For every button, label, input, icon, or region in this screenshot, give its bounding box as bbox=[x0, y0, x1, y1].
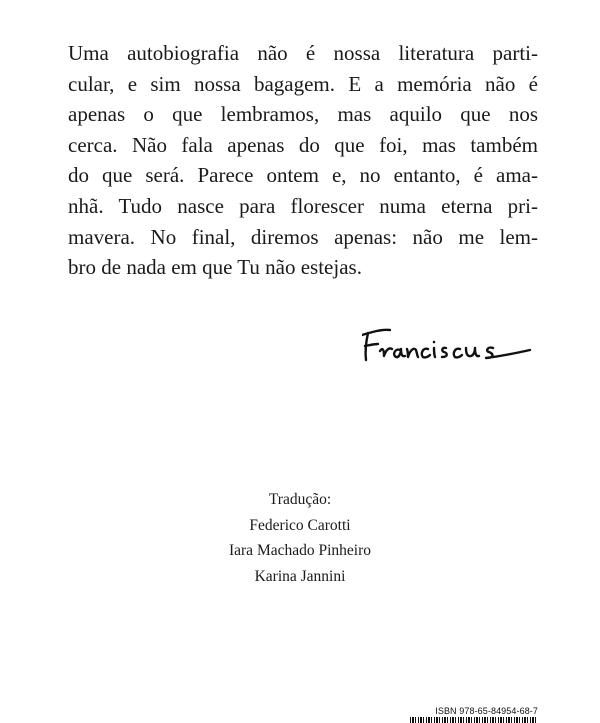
epigraph-quote bbox=[68, 38, 538, 283]
translator-name: Iara Machado Pinheiro bbox=[228, 542, 372, 559]
quote-line: apenas o que lembramos, mas aquilo que nos bbox=[68, 102, 538, 127]
quote-line: nhã. Tudo nasce para florescer numa eterna pri- bbox=[68, 193, 538, 218]
translator-name: Karina Jannini bbox=[254, 567, 346, 585]
translator-name: Federico Carotti bbox=[249, 516, 351, 534]
quote-line: Uma autobiografia não é nossa literatura parti- bbox=[68, 41, 538, 65]
quote-line: cular, e sim nossa bagagem. E a memória não é bbox=[68, 71, 538, 96]
translation-credits bbox=[0, 487, 600, 589]
signature-franciscus-graphic bbox=[362, 326, 542, 376]
isbn-number: ISBN 978-65-84954-68-7 bbox=[435, 706, 538, 716]
quote-line: bro de nada em que Tu não estejas. bbox=[68, 255, 362, 280]
quote-line: do que será. Parece ontem e, no entanto, é ama- bbox=[68, 163, 538, 188]
quote-line: mavera. No final, diremos apenas: não me lem- bbox=[68, 224, 538, 249]
credits-heading: Tradução: bbox=[268, 491, 332, 508]
quote-line: cerca. Não fala apenas do que foi, mas também bbox=[68, 132, 538, 157]
barcode-strip bbox=[410, 717, 538, 723]
isbn-block bbox=[410, 706, 538, 723]
signature bbox=[362, 326, 542, 376]
